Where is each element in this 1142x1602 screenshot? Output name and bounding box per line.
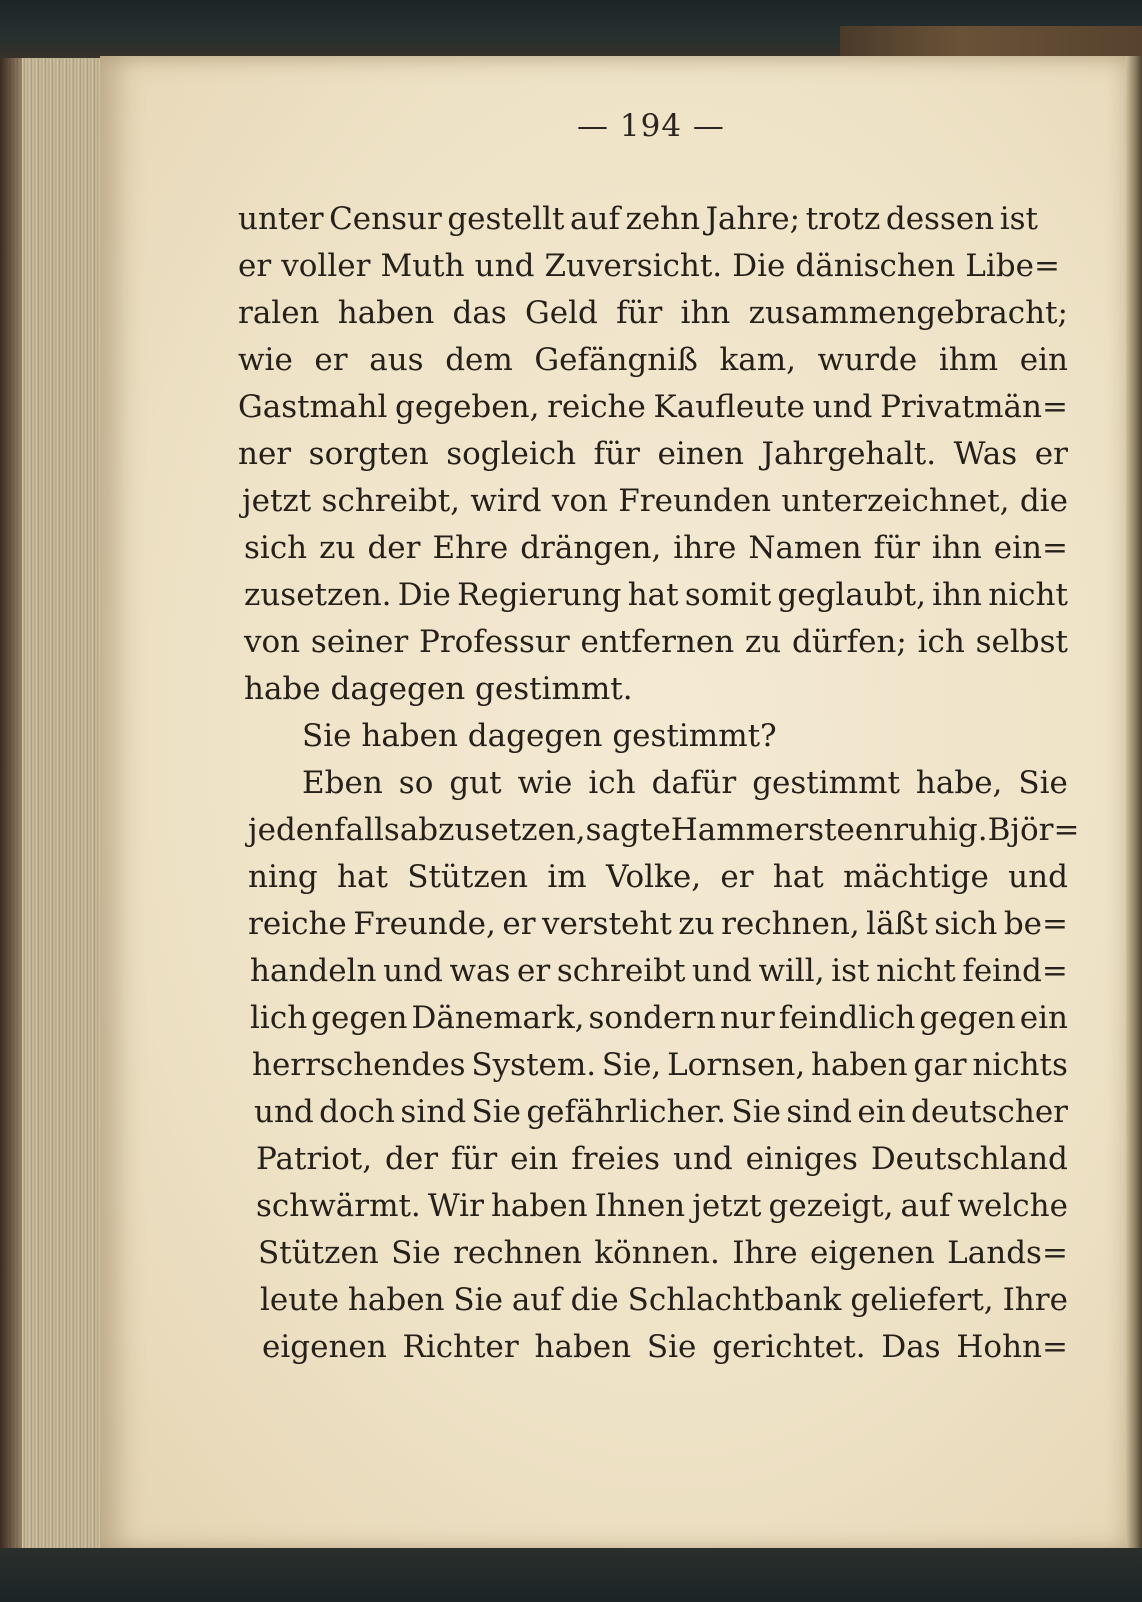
text-line: lich gegen Dänemark, sondern nur feindlich gegen ein	[250, 1000, 1068, 1036]
text-line: schwärmt. Wir haben Ihnen jetzt gezeigt, auf welche	[256, 1188, 1068, 1224]
text-line: eigenen Richter haben Sie gerichtet. Das Hohn=	[262, 1329, 1068, 1365]
spine-shadow	[0, 58, 22, 1550]
book-cover-bottom	[0, 1548, 1142, 1602]
text-line: und doch sind Sie gefährlicher. Sie sind ein deutscher	[254, 1094, 1068, 1130]
text-line: sich zu der Ehre drängen, ihre Namen für ihn ein=	[244, 530, 1068, 566]
text-line: Eben so gut wie ich dafür gestimmt habe, Sie	[302, 765, 1068, 801]
text-line: herrschendes System. Sie, Lornsen, haben gar nichts	[252, 1047, 1068, 1083]
text-line: jetzt schreibt, wird von Freunden unterzeichnet, die	[242, 483, 1068, 519]
text-line: ner sorgten sogleich für einen Jahrgehalt. Was er	[238, 436, 1068, 472]
page-number: — 194 —	[577, 108, 725, 144]
text-line: handeln und was er schreibt und will, ist nicht feind=	[250, 953, 1068, 989]
text-line: Sie haben dagegen gestimmt?	[302, 718, 777, 754]
body-text	[238, 196, 1080, 1371]
text-line: zusetzen. Die Regierung hat somit geglaubt, ihn nicht	[244, 577, 1068, 613]
text-line: habe dagegen gestimmt.	[244, 671, 633, 707]
binding-strip	[840, 26, 1142, 56]
text-line: unter Censur gestellt auf zehn Jahre; trotz dessen ist	[238, 201, 1038, 237]
text-line: Stützen Sie rechnen können. Ihre eigenen Lands=	[258, 1235, 1068, 1271]
page-right-edge	[1126, 56, 1142, 1552]
text-line: ralen haben das Geld für ihn zusammengebracht;	[238, 295, 1068, 331]
text-line: er voller Muth und Zuversicht. Die dänischen Libe=	[238, 248, 1060, 284]
text-line: ning hat Stützen im Volke, er hat mächtige und	[248, 859, 1068, 895]
text-line: wie er aus dem Gefängniß kam, wurde ihm ein	[238, 342, 1068, 378]
text-line: reiche Freunde, er versteht zu rechnen, läßt sich be=	[248, 906, 1068, 942]
text-line: Gastmahl gegeben, reiche Kaufleute und Privatmän=	[238, 389, 1068, 425]
text-line: von seiner Professur entfernen zu dürfen; ich selbst	[244, 624, 1068, 660]
text-line: jedenfalls abzusetzen, sagte Hammersteen ruhig. Björ=	[248, 812, 1080, 848]
page-edges	[0, 58, 102, 1550]
text-line: Patriot, der für ein freies und einiges Deutschland	[256, 1141, 1068, 1177]
text-line: leute haben Sie auf die Schlachtbank geliefert, Ihre	[260, 1282, 1068, 1318]
book-cover-top	[0, 0, 1142, 62]
